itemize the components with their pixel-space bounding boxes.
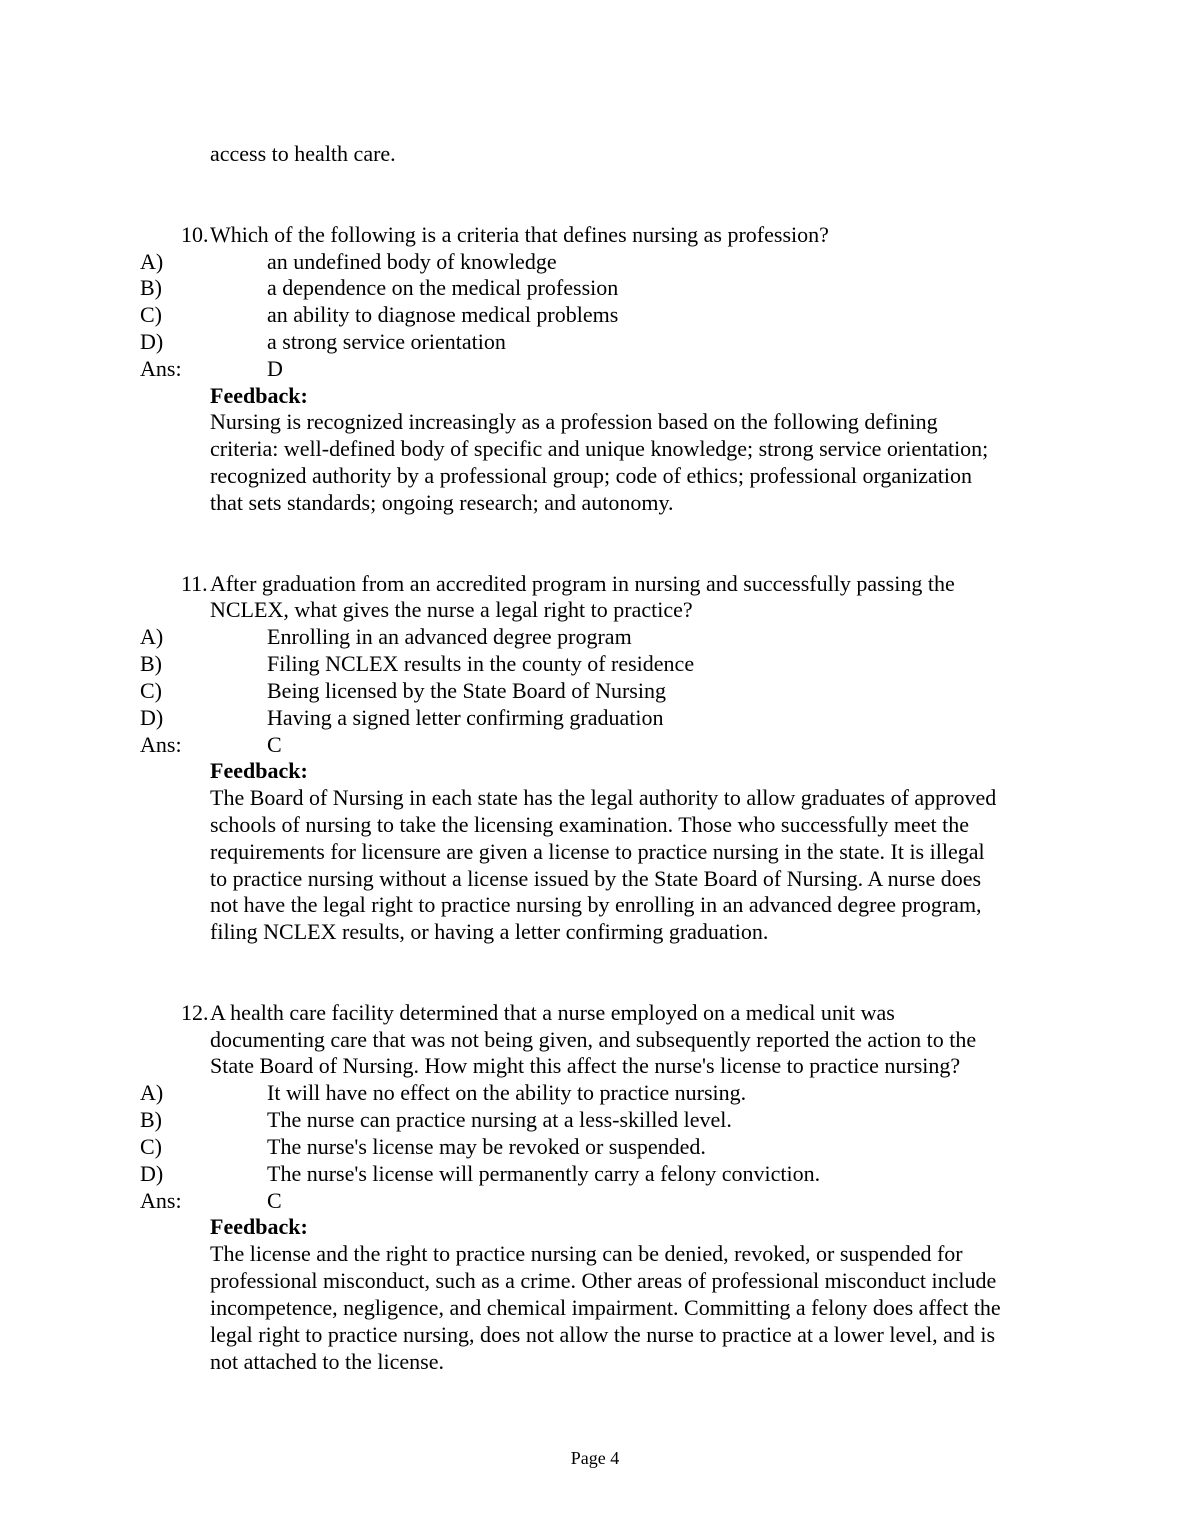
feedback-line: requirements for licensure are given a license to practice nursing in the state. It is illegal [210, 839, 985, 864]
option-text: The nurse's license will permanently carry a felony conviction. [267, 1161, 821, 1186]
option-letter: C) [140, 678, 162, 703]
answer-label: Ans: [140, 1188, 182, 1213]
question-number: 11. [181, 571, 208, 596]
option-text: Being licensed by the State Board of Nursing [267, 678, 666, 703]
option-letter: B) [140, 275, 162, 300]
answer-value: C [267, 1188, 282, 1213]
feedback-line: not have the legal right to practice nursing by enrolling in an advanced degree program, [210, 892, 982, 917]
option-text: Having a signed letter confirming graduation [267, 705, 664, 730]
option-text: Enrolling in an advanced degree program [267, 624, 632, 649]
option-letter: A) [140, 1080, 164, 1105]
feedback-line: professional misconduct, such as a crime. Other areas of professional misconduct include [210, 1268, 997, 1293]
feedback-line: recognized authority by a professional group; code of ethics; professional organization [210, 463, 973, 488]
option-text: The nurse can practice nursing at a less-skilled level. [267, 1107, 732, 1132]
feedback-heading: Feedback: [210, 758, 308, 783]
feedback-line: Nursing is recognized increasingly as a profession based on the following defining [210, 409, 938, 434]
feedback-line: The Board of Nursing in each state has the legal authority to allow graduates of approved [210, 785, 997, 810]
feedback-line: filing NCLEX results, or having a letter confirming graduation. [210, 919, 769, 944]
feedback-line: incompetence, negligence, and chemical impairment. Committing a felony does affect the [210, 1295, 1001, 1320]
option-text: The nurse's license may be revoked or suspended. [267, 1134, 706, 1159]
question-stem-line: State Board of Nursing. How might this affect the nurse's license to practice nursing? [210, 1053, 961, 1078]
carryover-text: access to health care. [210, 141, 396, 166]
option-text: Filing NCLEX results in the county of residence [267, 651, 695, 676]
feedback-heading: Feedback: [210, 383, 308, 408]
answer-value: C [267, 732, 282, 757]
feedback-line: The license and the right to practice nursing can be denied, revoked, or suspended for [210, 1241, 963, 1266]
answer-label: Ans: [140, 356, 182, 381]
question-stem-line: documenting care that was not being given, and subsequently reported the action to the [210, 1027, 977, 1052]
option-letter: D) [140, 705, 164, 730]
question-number: 12. [181, 1000, 209, 1025]
feedback-line: to practice nursing without a license issued by the State Board of Nursing. A nurse does [210, 866, 982, 891]
option-letter: A) [140, 249, 164, 274]
feedback-heading: Feedback: [210, 1214, 308, 1239]
option-text: an undefined body of knowledge [267, 249, 557, 274]
option-letter: C) [140, 1134, 162, 1159]
question-stem-line: After graduation from an accredited program in nursing and successfully passing the [210, 571, 955, 596]
option-text: a strong service orientation [267, 329, 506, 354]
question-stem-line: A health care facility determined that a nurse employed on a medical unit was [210, 1000, 895, 1025]
feedback-line: legal right to practice nursing, does not allow the nurse to practice at a lower level, and is [210, 1322, 996, 1347]
option-letter: B) [140, 651, 162, 676]
answer-label: Ans: [140, 732, 182, 757]
feedback-line: criteria: well-defined body of specific and unique knowledge; strong service orientation; [210, 436, 989, 461]
option-letter: A) [140, 624, 164, 649]
question-number: 10. [181, 222, 209, 247]
feedback-line: not attached to the license. [210, 1349, 444, 1374]
option-text: a dependence on the medical profession [267, 275, 619, 300]
option-text: It will have no effect on the ability to practice nursing. [267, 1080, 747, 1105]
option-letter: B) [140, 1107, 162, 1132]
option-letter: C) [140, 302, 162, 327]
option-letter: D) [140, 329, 164, 354]
question-stem-line: NCLEX, what gives the nurse a legal right to practice? [210, 597, 693, 622]
option-text: an ability to diagnose medical problems [267, 302, 619, 327]
answer-value: D [267, 356, 283, 381]
feedback-line: schools of nursing to take the licensing examination. Those who successfully meet the [210, 812, 970, 837]
feedback-line: that sets standards; ongoing research; and autonomy. [210, 490, 674, 515]
option-letter: D) [140, 1161, 164, 1186]
question-stem-line: Which of the following is a criteria that defines nursing as profession? [210, 222, 829, 247]
page-number: Page 4 [570, 1448, 620, 1468]
